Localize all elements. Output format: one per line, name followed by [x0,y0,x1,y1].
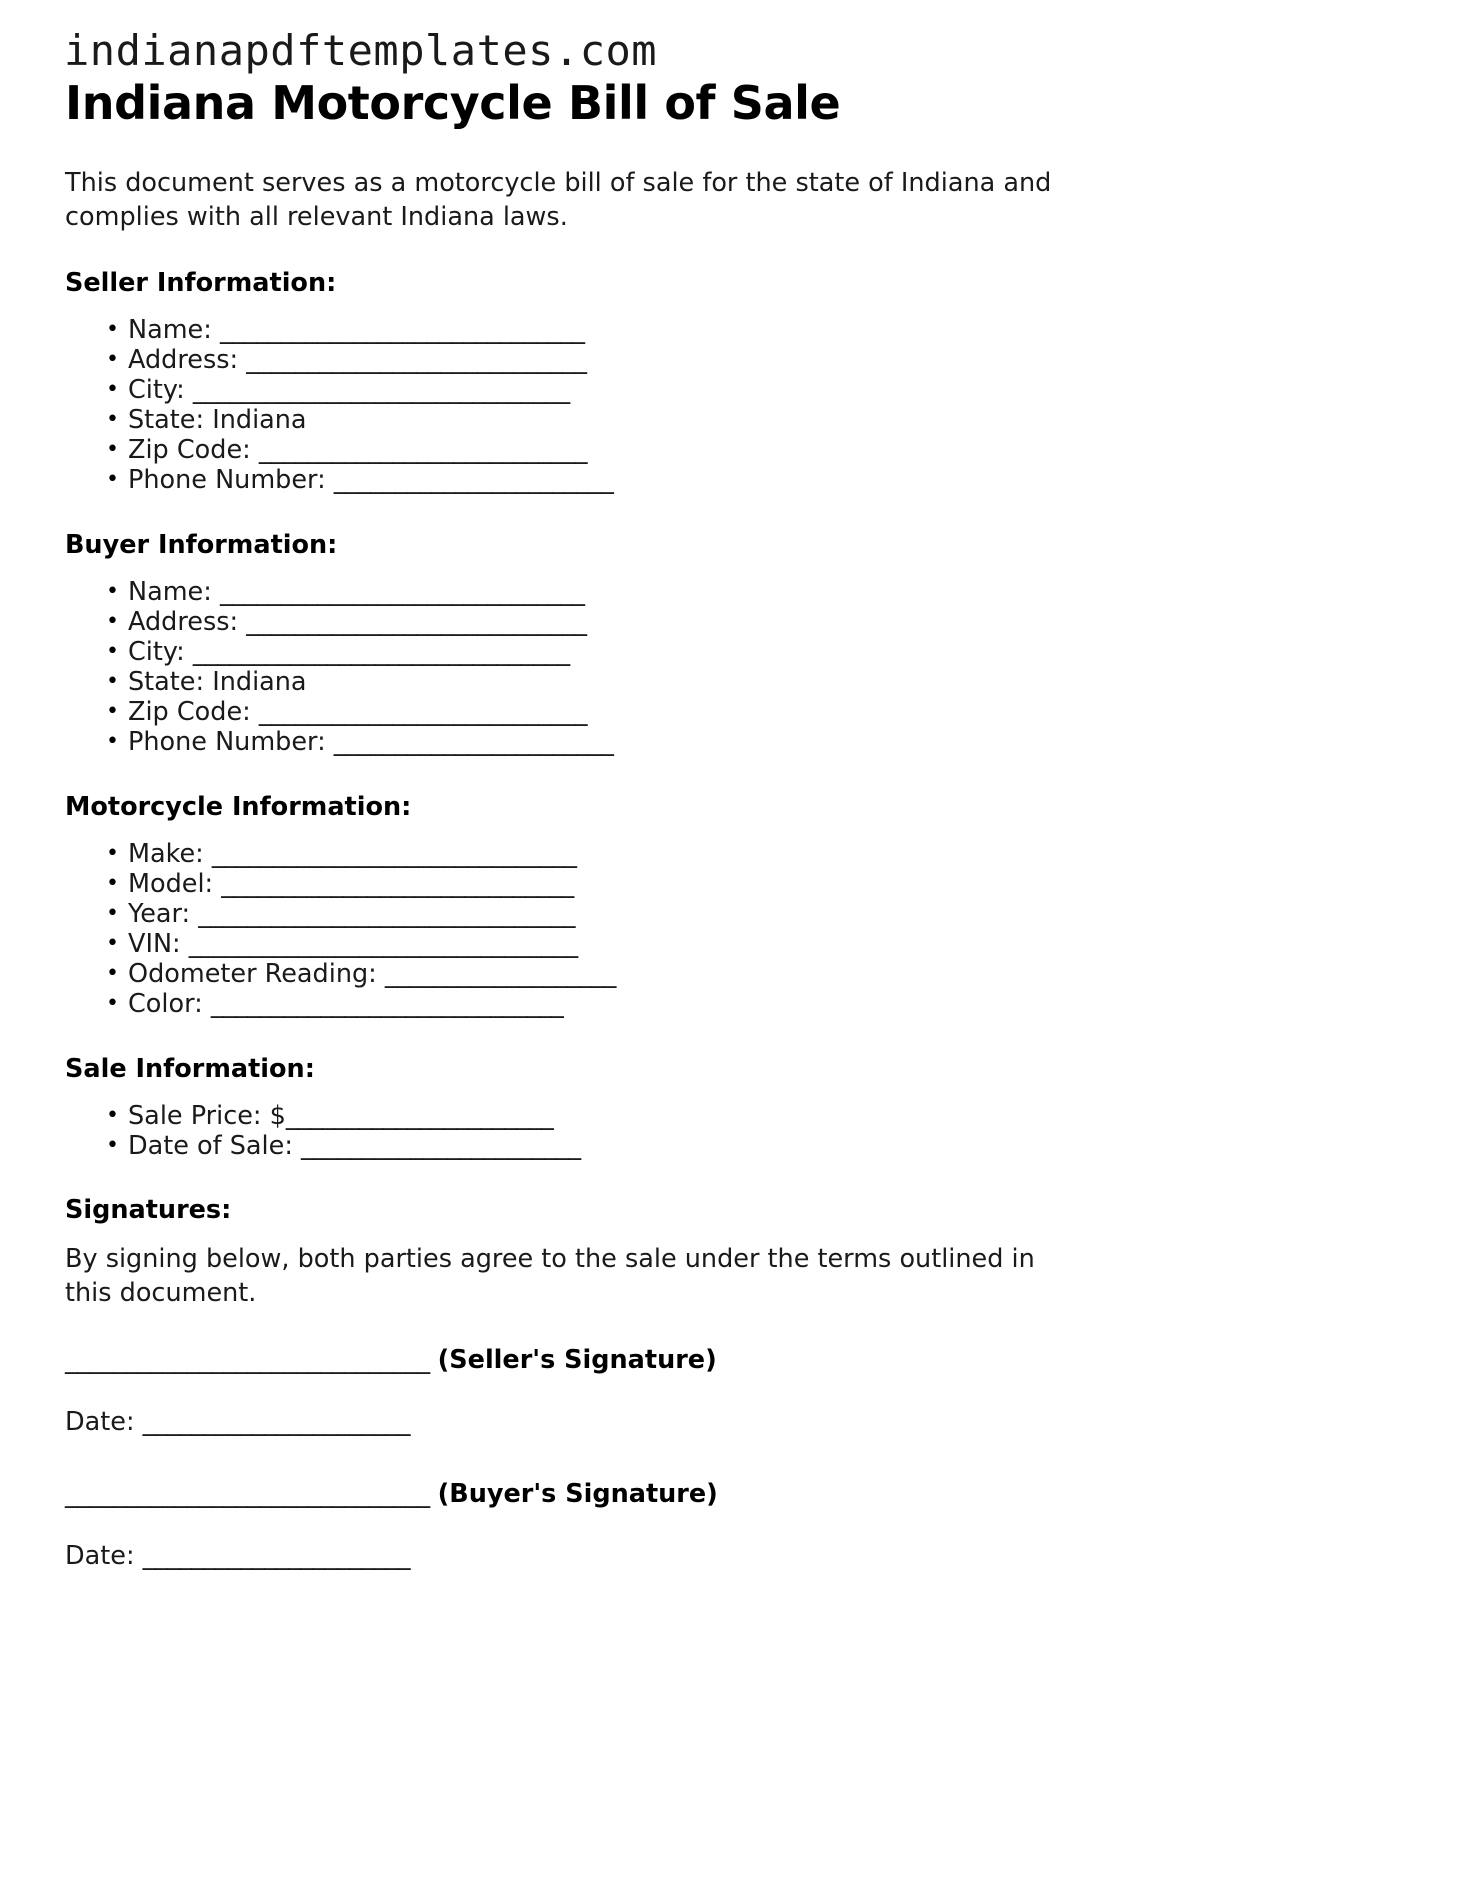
list-item [106,930,1440,960]
buyer-signature-blank[interactable]: ______________________________ [65,1479,430,1510]
list-item [106,608,1440,638]
buyer-date-blank[interactable]: ______________________ [142,1540,410,1571]
buyer-field-list [65,578,1440,758]
list-item [106,1132,1440,1162]
field-blank[interactable]: _______________________ [333,465,614,496]
field-label: Address: [128,607,247,638]
section-heading-sale: Sale Information: [65,1053,315,1084]
field-label: Odometer Reading: [128,958,385,989]
list-item [106,990,1440,1020]
list-item [106,870,1440,900]
field-blank[interactable]: ______________________________ [211,838,577,869]
field-label: Zip Code: [128,435,259,466]
buyer-date-row [65,1541,1440,1573]
field-blank[interactable]: _____________________________ [221,868,574,899]
seller-signature-blank[interactable]: ______________________________ [65,1345,430,1376]
seller-signature-row [65,1345,1440,1377]
list-item [106,376,1440,406]
field-blank[interactable]: ________________________________ [188,928,578,959]
seller-date-blank[interactable]: ______________________ [142,1407,410,1438]
field-blank[interactable]: ______________________________ [219,577,585,608]
field-blank[interactable]: ___________________ [384,958,616,989]
field-label: Year: [128,898,199,929]
field-label: Name: [128,315,220,346]
list-item [106,346,1440,376]
field-label: City: [128,375,193,406]
page-title: Indiana Motorcycle Bill of Sale [65,76,841,130]
buyer-signature-row [65,1479,1440,1511]
field-blank[interactable]: _______________________________ [192,375,570,406]
field-label: City: [128,637,193,668]
field-label: Name: [128,577,220,608]
list-item [106,316,1440,346]
seller-date-row [65,1407,1440,1439]
field-blank[interactable]: _______________________________ [192,637,570,668]
list-item [106,668,1440,698]
seller-signature-label: (Seller's Signature) [437,1345,717,1376]
list-item [106,1102,1440,1132]
buyer-date-label: Date: [65,1540,143,1571]
field-label: State: Indiana [128,666,307,697]
field-blank[interactable]: ___________________________ [258,435,587,466]
field-blank[interactable]: ______________________ [285,1100,554,1131]
field-blank[interactable]: _______________________________ [198,898,575,929]
list-item [106,698,1440,728]
buyer-signature-label: (Buyer's Signature) [437,1479,718,1510]
field-label: Date of Sale: [128,1130,302,1161]
section-heading-seller: Seller Information: [65,268,337,299]
list-item [106,840,1440,870]
field-blank[interactable]: ____________________________ [246,345,587,376]
sale-field-list [65,1102,1440,1162]
list-item [106,466,1440,496]
seller-date-label: Date: [65,1407,143,1438]
site-domain-watermark: indianapdftemplates.com [64,26,658,75]
field-label: Sale Price: $ [128,1100,286,1131]
field-blank[interactable]: ______________________________ [219,315,585,346]
field-label: Phone Number: [128,465,334,496]
field-label: Address: [128,345,247,376]
field-blank[interactable]: _______________________ [333,726,614,757]
field-blank[interactable]: ___________________________ [258,696,587,727]
field-blank[interactable]: _____________________________ [210,988,564,1019]
field-label: Make: [128,838,212,869]
section-heading-signatures: Signatures: [65,1195,232,1226]
field-label: Color: [128,988,211,1019]
intro-paragraph: This document serves as a motorcycle bill of sale for the state of Indiana and complies with all relevant Indiana laws. [65,167,1052,232]
list-item [106,578,1440,608]
list-item [106,436,1440,466]
list-item [106,406,1440,436]
signature-agreement-text: By signing below, both parties agree to the sale under the terms outlined in this document. [65,1244,1035,1309]
list-item [106,728,1440,758]
field-label: State: Indiana [128,405,307,436]
motorcycle-field-list [65,840,1440,1020]
list-item [106,960,1440,990]
signature-spacer [65,1469,1440,1479]
field-label: Phone Number: [128,726,334,757]
field-blank[interactable]: ____________________________ [246,607,587,638]
list-item [106,638,1440,668]
field-blank[interactable]: _______________________ [301,1130,581,1161]
section-heading-motorcycle: Motorcycle Information: [65,791,412,822]
document-content [38,167,1440,1573]
field-label: Model: [128,868,222,899]
field-label: Zip Code: [128,696,259,727]
seller-field-list [65,316,1440,496]
field-label: VIN: [128,928,189,959]
list-item [106,900,1440,930]
section-heading-buyer: Buyer Information: [65,530,338,561]
